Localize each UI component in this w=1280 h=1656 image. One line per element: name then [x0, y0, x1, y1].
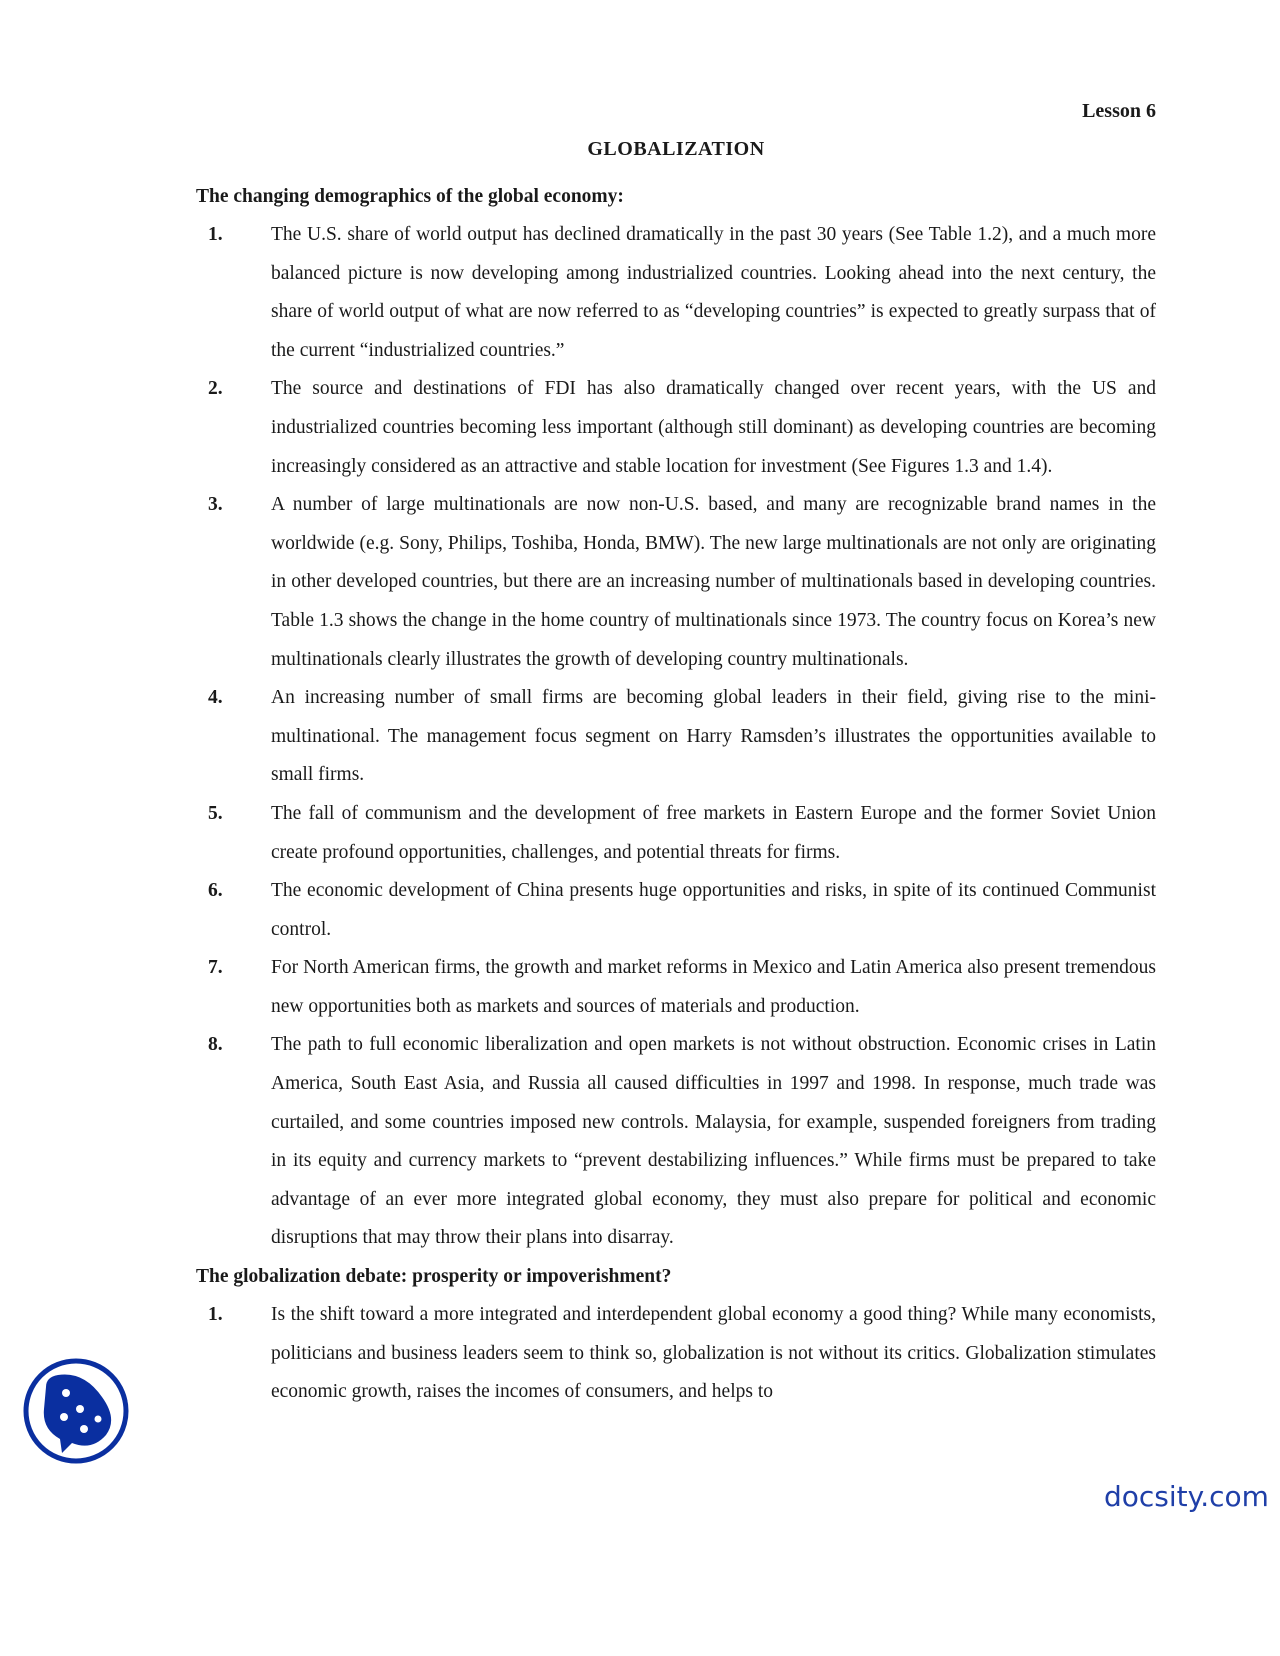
item-number: 8.: [208, 1034, 223, 1056]
docsity-logo-icon[interactable]: [22, 1357, 130, 1465]
item-text: The source and destinations of FDI has also dramatically changed over recent years, with the US and industrialized countries becoming less important (although still dominant) as developing countries are becoming increasingly considered as an attractive and stable location for investment (See Figures 1.3 and 1.4).: [271, 378, 1156, 477]
item-number: 3.: [208, 494, 223, 516]
item-text: Is the shift toward a more integrated and interdependent global economy a good thing? While many economists, politicians and business leaders seem to think so, globalization is not without its critics. Globalization stimulates economic growth, raises the incomes of consumers, and helps to: [271, 1304, 1156, 1403]
item-text: The fall of communism and the development of free markets in Eastern Europe and the former Soviet Union create profound opportunities, challenges, and potential threats for firms.: [271, 802, 1156, 863]
list-item: [196, 679, 1156, 795]
list-item: [196, 216, 1156, 370]
list-item: [196, 370, 1156, 486]
list-item: [196, 486, 1156, 679]
item-number: 7.: [208, 957, 223, 979]
section-heading: The globalization debate: prosperity or impoverishment?: [196, 1266, 672, 1288]
item-number: 1.: [208, 224, 223, 245]
item-text: For North American firms, the growth and market reforms in Mexico and Latin America also present tremendous new opportunities both as markets and sources of materials and production.: [271, 957, 1156, 1017]
item-text: A number of large multinationals are now non-U.S. based, and many are recognizable brand names in the worldwide (e.g. Sony, Philips, Toshiba, Honda, BMW). The new large multinationals are not only are originating in other developed countries, but there are an increasing number of multinationals based in developing countries. Table 1.3 shows the change in the home country of multinationals since 1973. The country focus on Korea’s new multinationals clearly illustrates the growth of developing country multinationals.: [271, 494, 1156, 670]
item-number: 6.: [208, 880, 223, 902]
list-item: [196, 872, 1156, 949]
item-text: The path to full economic liberalization and open markets is not without obstruction. Economic crises in Latin America, South East Asia, and Russia all caused difficulties in 1997 and 1998. In response, much trade was curtailed, and some countries imposed new controls. Malaysia, for example, suspended foreigners from trading in its equity and currency markets to “prevent destabilizing influences.” While firms must be prepared to take advantage of an ever more integrated global economy, they must also prepare for political and economic disruptions that may throw their plans into disarray.: [271, 1034, 1156, 1249]
list-item: [196, 1026, 1156, 1258]
document-body: [196, 178, 1156, 1412]
item-number: 4.: [208, 687, 223, 709]
item-number: 2.: [208, 378, 223, 400]
list-item: [196, 949, 1156, 1026]
lesson-label: Lesson 6: [1082, 100, 1156, 122]
docsity-brand-link[interactable]: docsity.com: [1104, 1480, 1269, 1513]
item-text: The U.S. share of world output has declined dramatically in the past 30 years (See Table 1.2), and a much more balanced picture is now developing among industrialized countries. Looking ahead into the next century, the share of world output of what are now referred to as “developing countries” is expected to greatly surpass that of the current “industrialized countries.”: [271, 224, 1156, 361]
item-text: The economic development of China presents huge opportunities and risks, in spite of its continued Communist control.: [271, 880, 1156, 940]
numbered-list: [196, 1296, 1156, 1412]
page-title: GLOBALIZATION: [587, 138, 765, 160]
list-item: [196, 1296, 1156, 1412]
item-number: 1.: [208, 1304, 223, 1326]
numbered-list: [196, 216, 1156, 1258]
section-heading: The changing demographics of the global economy:: [196, 186, 624, 207]
item-number: 5.: [208, 802, 223, 824]
list-item: [196, 795, 1156, 872]
item-text: An increasing number of small firms are becoming global leaders in their field, giving rise to the mini-multinational. The management focus segment on Harry Ramsden’s illustrates the opportunities available to small firms.: [271, 687, 1156, 786]
